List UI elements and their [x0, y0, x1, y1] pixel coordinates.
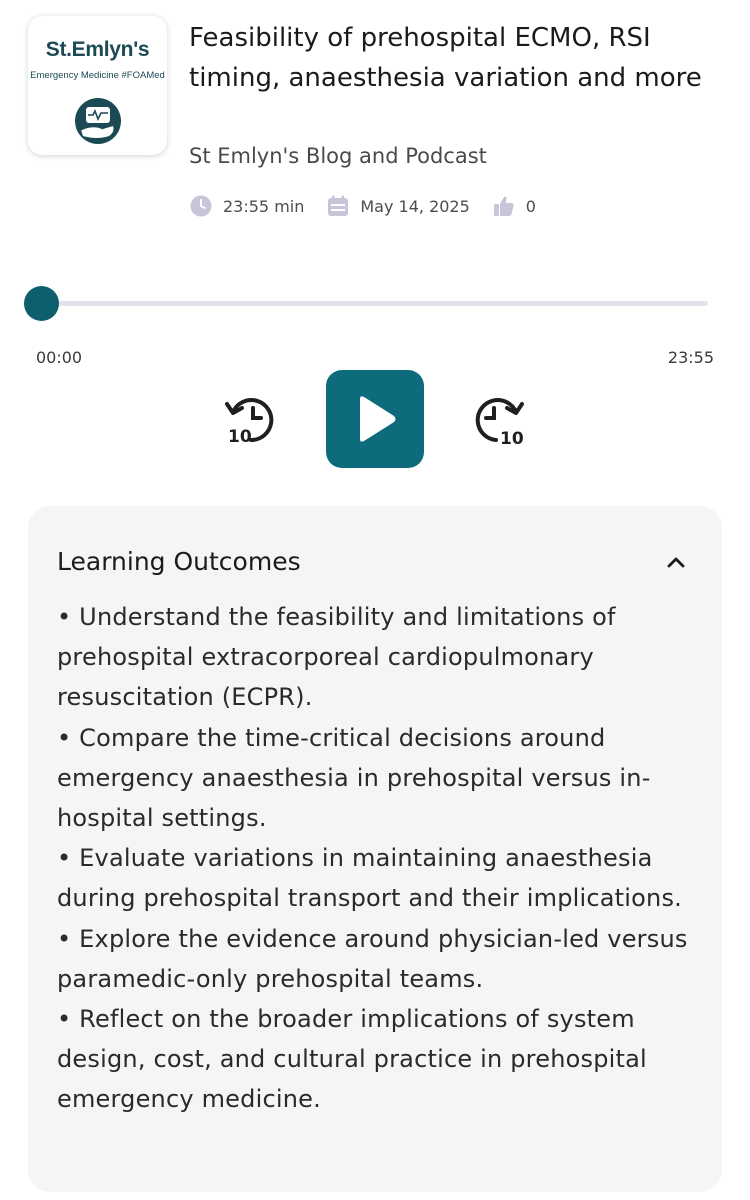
- player-controls: [0, 370, 750, 468]
- cover-tagline: Emergency Medicine #FOAMed: [30, 70, 165, 81]
- skip-forward-label: 10: [500, 429, 524, 448]
- learning-outcomes-heading: Learning Outcomes: [57, 547, 301, 576]
- calendar-icon: [326, 194, 350, 218]
- list-item: • Compare the time-critical decisions around emergency anaesthesia in prehospital versus in-hospital settings.: [57, 723, 651, 833]
- podcast-name[interactable]: St Emlyn's Blog and Podcast: [189, 144, 487, 168]
- forward-10-icon: [472, 392, 528, 448]
- skip-back-label: 10: [228, 427, 252, 447]
- duration-text: 23:55 min: [223, 196, 305, 216]
- heart-monitor-logo-icon: [73, 96, 123, 146]
- skip-forward-button[interactable]: [472, 392, 528, 448]
- chevron-up-icon[interactable]: [664, 550, 688, 574]
- episode-title: Feasibility of prehospital ECMO, RSI timing, anaesthesia variation and more: [189, 23, 702, 93]
- replay-10-icon: [221, 392, 277, 448]
- duration-meta: [189, 194, 304, 218]
- likes-meta[interactable]: [492, 194, 536, 218]
- likes-count: 0: [525, 196, 536, 216]
- learning-outcomes-card: [28, 506, 722, 1192]
- progress-track[interactable]: [42, 301, 708, 306]
- date-text: May 14, 2025: [360, 196, 470, 216]
- podcast-cover-art: [28, 16, 167, 155]
- thumbs-up-icon[interactable]: [492, 194, 516, 218]
- cover-brand: St.Emlyn's: [45, 38, 150, 61]
- list-item: • Understand the feasibility and limitations of prehospital extracorporeal cardiopulmonary resuscitation (ECPR).: [57, 603, 616, 712]
- list-item: • Evaluate variations in maintaining anaesthesia during prehospital transport and their implications.: [57, 844, 682, 913]
- play-icon: [352, 394, 398, 444]
- episode-meta: [189, 194, 558, 218]
- episode-header: [28, 16, 728, 236]
- scrubber-thumb[interactable]: [24, 286, 59, 321]
- play-button[interactable]: [326, 370, 424, 468]
- date-meta: [326, 194, 469, 218]
- clock-icon: [189, 194, 213, 218]
- list-item: • Reflect on the broader implications of system design, cost, and cultural practice in prehospital emergency medicine.: [57, 1005, 647, 1114]
- skip-back-button[interactable]: [221, 392, 277, 448]
- learning-outcomes-list: [57, 597, 707, 1120]
- current-time: 00:00: [36, 348, 83, 367]
- list-item: • Explore the evidence around physician-led versus paramedic-only prehospital teams.: [57, 924, 688, 993]
- total-time: 23:55: [667, 348, 714, 367]
